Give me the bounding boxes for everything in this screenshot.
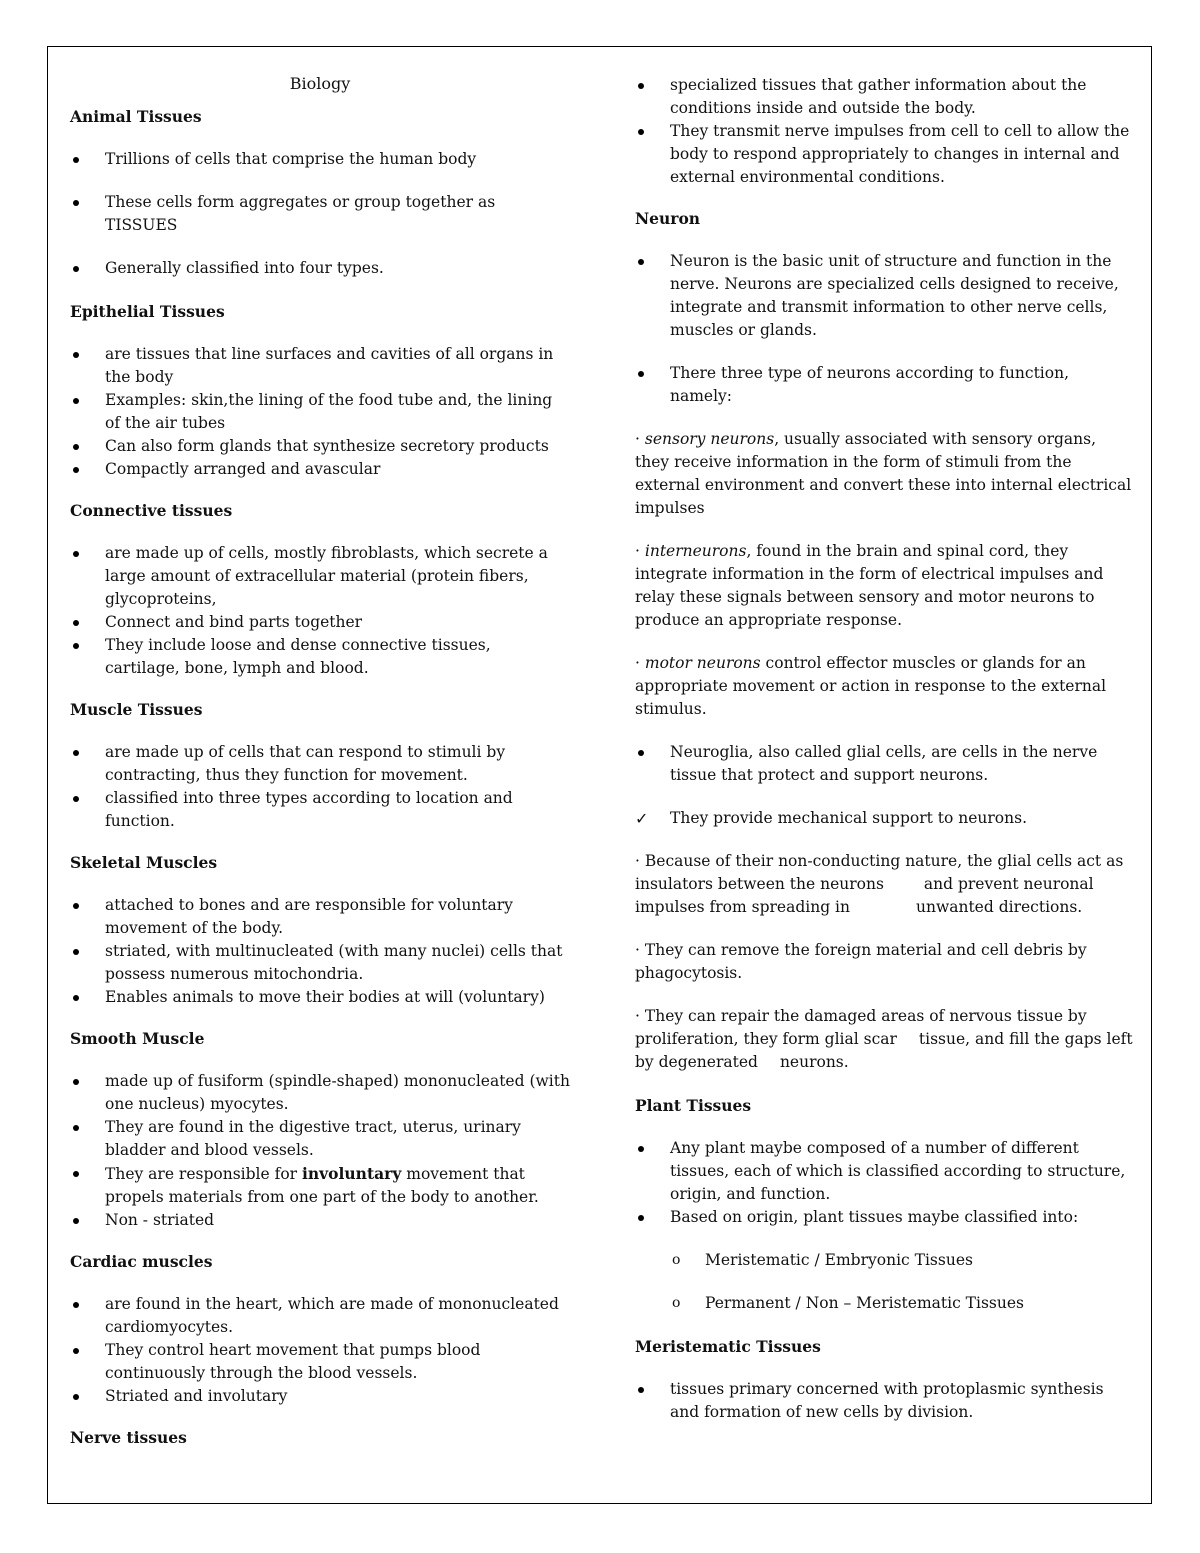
dot-marker: ·: [635, 852, 640, 870]
list-skeletal-muscles: [70, 894, 570, 1009]
list-item: Striated and involutary: [70, 1385, 570, 1408]
paragraph-text: neurons.: [779, 1053, 849, 1071]
paragraph-text: control effector muscles or glands for an appropriate movement or action in response to the external stimulus.: [635, 654, 1107, 718]
document-title: Biology: [289, 74, 351, 93]
list-item: [70, 634, 570, 680]
paragraph-phagocytosis: [635, 939, 1135, 985]
list-item: [70, 894, 570, 940]
heading-meristematic-tissues: Meristematic Tissues: [635, 1337, 821, 1356]
sub-list-item: o Permanent / Non – Meristematic Tissues: [635, 1292, 1135, 1315]
document-page: [47, 46, 1152, 1504]
heading-cardiac-muscles: Cardiac muscles: [70, 1252, 213, 1271]
list-item: They transmit nerve impulses from cell to cell to allow the body to respond appropriately to changes in internal and external environmental conditions.: [635, 120, 1135, 189]
heading-neuron: Neuron: [635, 209, 701, 228]
paragraph-text: They can repair the damaged areas of nervous tissue by proliferation, they form glial scar: [635, 1007, 1087, 1048]
paragraph-text: , found in the brain and spinal cord, they integrate information in the form of electrical impulses and relay these signals between sensory and motor neurons to produce an appropriate response.: [635, 542, 1104, 629]
heading-plant-tissues: Plant Tissues: [635, 1096, 752, 1115]
list-item-text: They include loose and dense connective tissues, cartilage, bone, lymph and blood.: [105, 636, 491, 677]
check-item: ✓ They provide mechanical support to neurons.: [635, 807, 1135, 830]
dot-marker: ·: [635, 654, 640, 672]
paragraph-text: They can remove the foreign material and cell debris by phagocytosis.: [635, 941, 1087, 982]
list-item: striated, with multinucleated (with many nuclei) cells that possess numerous mitochondria.: [70, 940, 570, 986]
list-item-text: They are responsible for: [105, 1165, 298, 1183]
list-item: [635, 741, 1135, 787]
paragraph-insulators: [635, 850, 1135, 919]
paragraph-text: , usually associated with sensory organs, they receive information in the form of stimuli from the external environment and convert these into internal electrical impulses: [635, 430, 1132, 517]
paragraph-interneurons: [635, 540, 1135, 632]
list-item: Connect and bind parts together: [70, 611, 570, 634]
dot-marker: ·: [635, 542, 640, 560]
list-item: made up of fusiform (spindle-shaped) mononucleated (with one nucleus) myocytes.: [70, 1070, 570, 1116]
list-epithelial-tissues: [70, 343, 570, 481]
list-plant-tissues: [635, 1137, 1135, 1229]
paragraph-text: unwanted directions.: [915, 898, 1083, 916]
list-item: tissues primary concerned with protoplasmic synthesis and formation of new cells by division.: [635, 1378, 1135, 1424]
list-item: classified into three types according to location and function.: [70, 787, 570, 833]
list-item: Based on origin, plant tissues maybe classified into:: [635, 1206, 1135, 1229]
list-item: [70, 1162, 570, 1209]
list-animal-tissues: [70, 148, 570, 280]
list-item: Can also form glands that synthesize secretory products: [70, 435, 570, 458]
paragraph-text: Because of their non-conducting nature, the glial cells act as insulators between the neurons: [635, 852, 1124, 893]
heading-skeletal-muscles: Skeletal Muscles: [70, 853, 218, 872]
dot-marker: ·: [635, 941, 640, 959]
heading-epithelial-tissues: Epithelial Tissues: [70, 302, 225, 321]
list-item: Non - striated: [70, 1209, 570, 1232]
list-item: [70, 191, 570, 237]
heading-muscle-tissues: Muscle Tissues: [70, 700, 203, 719]
list-cardiac-muscles: [70, 1293, 570, 1408]
dot-marker: ·: [635, 1007, 640, 1025]
list-connective-tissues: [70, 542, 570, 680]
list-neuroglia: [635, 741, 1135, 787]
list-nerve-tissues: [635, 74, 1135, 189]
list-item: They are found in the digestive tract, uterus, urinary bladder and blood vessels.: [70, 1116, 570, 1162]
list-item-text: There three type of neurons according to function, namely:: [670, 364, 1069, 405]
list-item: are made up of cells that can respond to stimuli by contracting, thus they function for movement.: [70, 741, 570, 787]
emphasis-involuntary: involuntary: [302, 1164, 402, 1183]
paragraph-repair: [635, 1005, 1135, 1074]
list-item: Neuron is the basic unit of structure and function in the nerve. Neurons are specialized cells designed to receive, integrate and transmit information to other nerve cells, muscles or glands.: [635, 250, 1135, 342]
heading-connective-tissues: Connective tissues: [70, 501, 233, 520]
list-item: Trillions of cells that comprise the human body: [70, 148, 570, 171]
list-item: are made up of cells, mostly fibroblasts, which secrete a large amount of extracellular material (protein fibers, glycoproteins,: [70, 542, 570, 611]
list-meristematic-tissues: [635, 1378, 1135, 1424]
list-item: Any plant maybe composed of a number of different tissues, each of which is classified according to structure, origin, and function.: [635, 1137, 1135, 1206]
list-muscle-tissues: [70, 741, 570, 833]
list-item: Compactly arranged and avascular: [70, 458, 570, 481]
list-item-text: attached to bones and are responsible for voluntary movement of the body.: [105, 896, 513, 937]
list-item: specialized tissues that gather information about the conditions inside and outside the body.: [635, 74, 1135, 120]
list-neuron: [635, 250, 1135, 408]
list-plant-subtypes: [635, 1249, 1135, 1315]
paragraph-motor-neurons: [635, 652, 1135, 721]
list-smooth-muscle: [70, 1070, 570, 1232]
term-motor-neurons: motor neurons: [644, 654, 761, 672]
right-column: [635, 47, 1135, 1442]
left-column: [70, 47, 570, 1469]
list-item: Generally classified into four types.: [70, 257, 570, 280]
list-item: They control heart movement that pumps blood continuously through the blood vessels.: [70, 1339, 570, 1385]
paragraph-text: and prevent neuronal impulses from spreading in: [635, 875, 1094, 916]
heading-smooth-muscle: Smooth Muscle: [70, 1029, 205, 1048]
list-item: [635, 362, 1135, 408]
sub-list-item: o Meristematic / Embryonic Tissues: [635, 1249, 1135, 1272]
list-item-text: movement that propels materials from one part of the body to another.: [105, 1165, 539, 1206]
heading-animal-tissues: Animal Tissues: [70, 107, 202, 126]
list-checkmark: [635, 807, 1135, 830]
term-interneurons: interneurons: [644, 542, 747, 560]
list-item-text: Neuroglia, also called glial cells, are cells in the nerve tissue that protect and support neurons.: [670, 743, 1098, 784]
list-item: Examples: skin,the lining of the food tube and, the lining of the air tubes: [70, 389, 570, 435]
list-item: are tissues that line surfaces and cavities of all organs in the body: [70, 343, 570, 389]
list-item-text: These cells form aggregates or group together as TISSUES: [105, 193, 496, 234]
heading-nerve-tissues: Nerve tissues: [70, 1428, 187, 1447]
list-item: Enables animals to move their bodies at will (voluntary): [70, 986, 570, 1009]
paragraph-text: tissue, and fill the gaps left by degenerated: [635, 1030, 1133, 1071]
dot-marker: ·: [635, 430, 640, 448]
paragraph-sensory-neurons: [635, 428, 1135, 520]
list-item: are found in the heart, which are made of mononucleated cardiomyocytes.: [70, 1293, 570, 1339]
term-sensory-neurons: sensory neurons: [644, 430, 775, 448]
